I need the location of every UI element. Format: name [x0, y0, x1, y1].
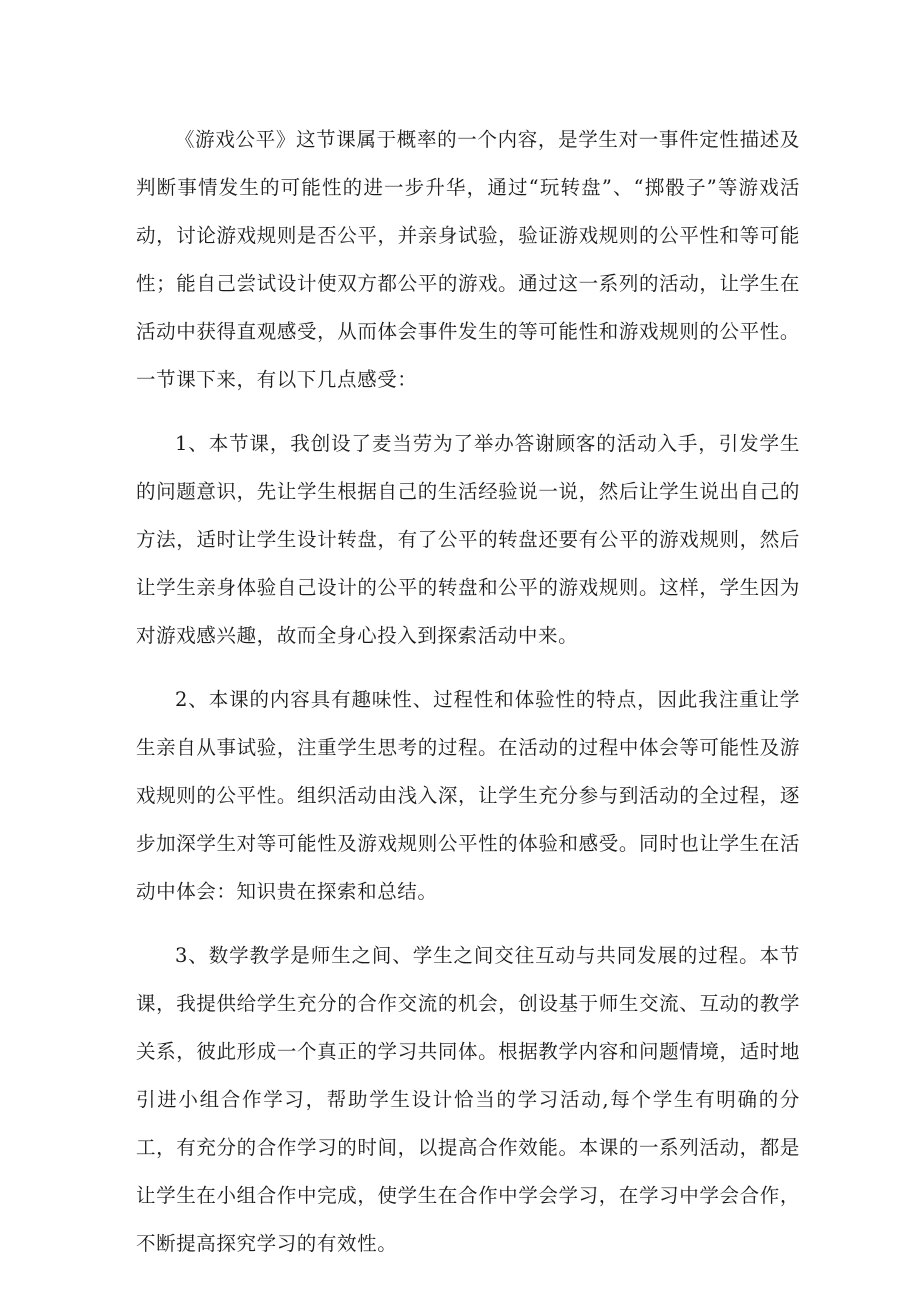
- point-2-paragraph: 2、本课的内容具有趣味性、过程性和体验性的特点，因此我注重让学生亲自从事试验，注重学生思考的过程。在活动的过程中体会等可能性及游戏规则的公平性。组织活动由浅入深，让学生充分参与到活动的全过程，逐步加深学生对等可能性及游戏规则公平性的体验和感受。同时也让学生在活动中体会：知识贵在探索和总结。: [136, 688, 800, 903]
- document-body: [136, 116, 800, 1284]
- intro-paragraph: 《游戏公平》这节课属于概率的一个内容，是学生对一事件定性描述及判断事情发生的可能性的进一步升华，通过“玩转盘”、“掷骰子”等游戏活动，讨论游戏规则是否公平，并亲身试验，验证游戏规则的公平性和等可能性；能自己尝试设计使双方都公平的游戏。通过这一系列的活动，让学生在活动中获得直观感受，从而体会事件发生的等可能性和游戏规则的公平性。一节课下来，有以下几点感受：: [136, 128, 800, 391]
- point-1-paragraph: 1、本节课，我创设了麦当劳为了举办答谢顾客的活动入手，引发学生的问题意识，先让学生根据自己的生活经验说一说，然后让学生说出自己的方法，适时让学生设计转盘，有了公平的转盘还要有公平的游戏规则，然后让学生亲身体验自己设计的公平的转盘和公平的游戏规则。这样，学生因为对游戏感兴趣，故而全身心投入到探索活动中来。: [136, 432, 800, 647]
- point-3-paragraph: 3、数学教学是师生之间、学生之间交往互动与共同发展的过程。本节课，我提供给学生充分的合作交流的机会，创设基于师生交流、互动的教学关系，彼此形成一个真正的学习共同体。根据教学内容和问题情境，适时地引进小组合作学习，帮助学生设计恰当的学习活动,每个学生有明确的分工，有充分的合作学习的时间，以提高合作效能。本课的一系列活动，都是让学生在小组合作中完成，使学生在合作中学会学习，在学习中学会合作，不断提高探究学习的有效性。: [136, 944, 800, 1255]
